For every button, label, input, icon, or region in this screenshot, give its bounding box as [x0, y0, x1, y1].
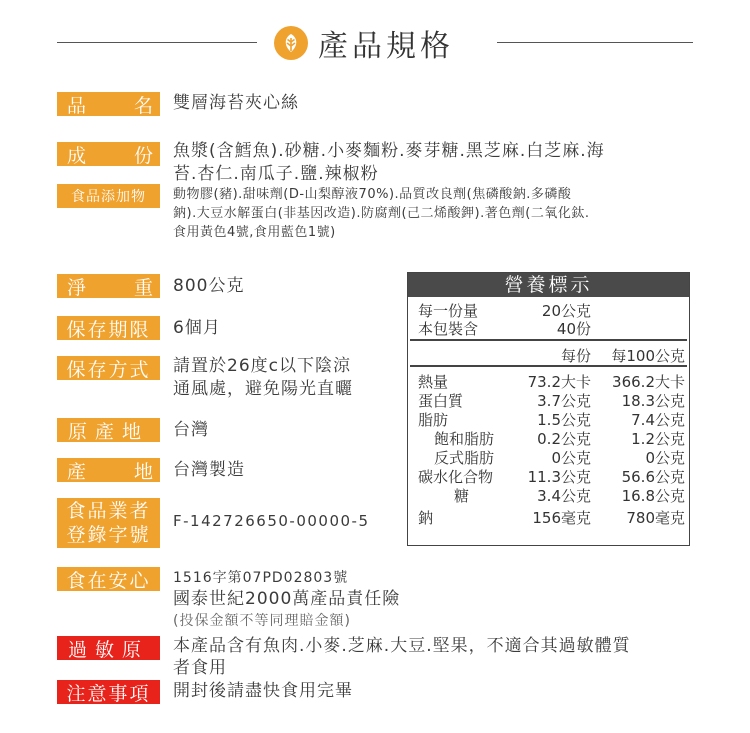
page-title: 產品規格 [318, 29, 454, 64]
nutrient-per-100g: 780毫克 [626, 509, 685, 527]
label-net-weight [57, 274, 160, 298]
label-char: 品 [67, 94, 88, 117]
nutrient-per-serving: 156毫克 [532, 509, 591, 527]
label-line: 登錄字號 [66, 524, 151, 546]
nutrient-per-serving: 11.3公克 [527, 468, 591, 486]
additives-line-3: 食用黃色4號,食用藍色1號) [173, 225, 336, 240]
label-char: 產 [67, 460, 88, 483]
nutrient-per-100g: 1.2公克 [631, 430, 685, 448]
header-rule-right [497, 42, 693, 43]
nutrient-per-100g: 18.3公克 [621, 392, 685, 410]
nutrient-name: 鈉 [418, 509, 434, 527]
net-weight-value: 800公克 [173, 276, 245, 296]
nutrient-name: 蛋白質 [418, 392, 464, 410]
nutrient-name: 脂肪 [418, 411, 449, 429]
label-product-name [57, 92, 160, 116]
header [274, 21, 454, 65]
label-char: 成 [67, 144, 88, 167]
servings-per-pack-value: 40份 [556, 320, 591, 338]
label-storage: 保存方式 [57, 356, 160, 380]
shelf-life-value: 6個月 [173, 318, 221, 338]
nutrient-name: 飽和脂肪 [434, 430, 495, 448]
label-additives: 食品添加物 [57, 184, 160, 208]
allergen-line-1: 本產品含有魚肉.小麥.芝麻.大豆.堅果，不適合其過敏體質 [173, 636, 631, 656]
nutrient-per-100g: 0公克 [645, 449, 685, 467]
servings-per-pack-label: 本包裝含 [418, 320, 479, 338]
label-char: 重 [133, 276, 154, 299]
production-value: 台灣製造 [173, 460, 245, 480]
additives-line-1: 動物膠(豬).甜味劑(D-山梨醇液70%).品質改良劑(焦磷酸鈉.多磷酸 [173, 187, 572, 202]
nutrition-table [407, 272, 690, 546]
serving-size-label: 每一份量 [418, 302, 479, 320]
label-registration [57, 498, 160, 548]
col-header-per-serving: 每份 [560, 347, 591, 365]
label-production [57, 458, 160, 482]
nutrient-name: 糖 [454, 487, 470, 505]
safety-line-1: 1516字第07PD02803號 [173, 570, 349, 586]
nutrient-per-serving: 1.5公克 [537, 411, 591, 429]
label-char: 淨 [67, 276, 88, 299]
leaf-icon [274, 26, 308, 60]
nutrient-name: 碳水化合物 [418, 468, 494, 486]
ingredients-line-2: 苔.杏仁.南瓜子.鹽.辣椒粉 [173, 164, 379, 184]
col-header-per-100g: 每100公克 [611, 347, 685, 365]
nutrient-per-serving: 0公克 [551, 449, 591, 467]
safety-line-3: (投保金額不等同理賠金額) [173, 613, 351, 629]
allergen-line-2: 者食用 [173, 658, 227, 678]
nutrient-per-100g: 7.4公克 [631, 411, 685, 429]
storage-line-2: 通風處，避免陽光直曬 [173, 379, 353, 399]
nutrition-title: 營養標示 [408, 273, 689, 297]
label-shelf-life: 保存期限 [57, 316, 160, 340]
nutrient-per-serving: 3.7公克 [537, 392, 591, 410]
product-name-value: 雙層海苔夾心絲 [173, 93, 299, 113]
label-char: 地 [133, 460, 154, 483]
registration-value: F-142726650-00000-5 [173, 512, 370, 530]
divider [410, 365, 687, 367]
nutrient-per-serving: 0.2公克 [537, 430, 591, 448]
label-ingredients [57, 142, 160, 166]
label-notes: 注意事項 [57, 680, 160, 704]
storage-line-1: 請置於26度c以下陰涼 [173, 356, 351, 376]
divider [410, 339, 687, 341]
notes-value: 開封後請盡快食用完畢 [173, 681, 353, 701]
label-safety: 食在安心 [57, 567, 160, 591]
nutrient-per-serving: 3.4公克 [537, 487, 591, 505]
label-line: 食品業者 [66, 500, 151, 522]
header-rule-left [57, 42, 257, 43]
nutrient-name: 反式脂肪 [434, 449, 495, 467]
nutrient-per-100g: 56.6公克 [621, 468, 685, 486]
label-char: 名 [133, 94, 154, 117]
nutrient-per-serving: 73.2大卡 [527, 373, 591, 391]
additives-line-2: 鈉).大豆水解蛋白(非基因改造).防腐劑(己二烯酸鉀).著色劑(二氧化鈦. [173, 206, 590, 221]
safety-line-2: 國泰世紀2000萬產品責任險 [173, 589, 401, 609]
label-char: 份 [133, 144, 154, 167]
label-origin: 原產地 [57, 418, 160, 442]
nutrient-name: 熱量 [418, 373, 449, 391]
serving-size-value: 20公克 [541, 302, 591, 320]
nutrient-per-100g: 366.2大卡 [612, 373, 685, 391]
nutrient-per-100g: 16.8公克 [621, 487, 685, 505]
origin-value: 台灣 [173, 420, 209, 440]
label-allergen: 過敏原 [57, 636, 160, 660]
ingredients-line-1: 魚漿(含鱈魚).砂糖.小麥麵粉.麥芽糖.黑芝麻.白芝麻.海 [173, 141, 605, 161]
